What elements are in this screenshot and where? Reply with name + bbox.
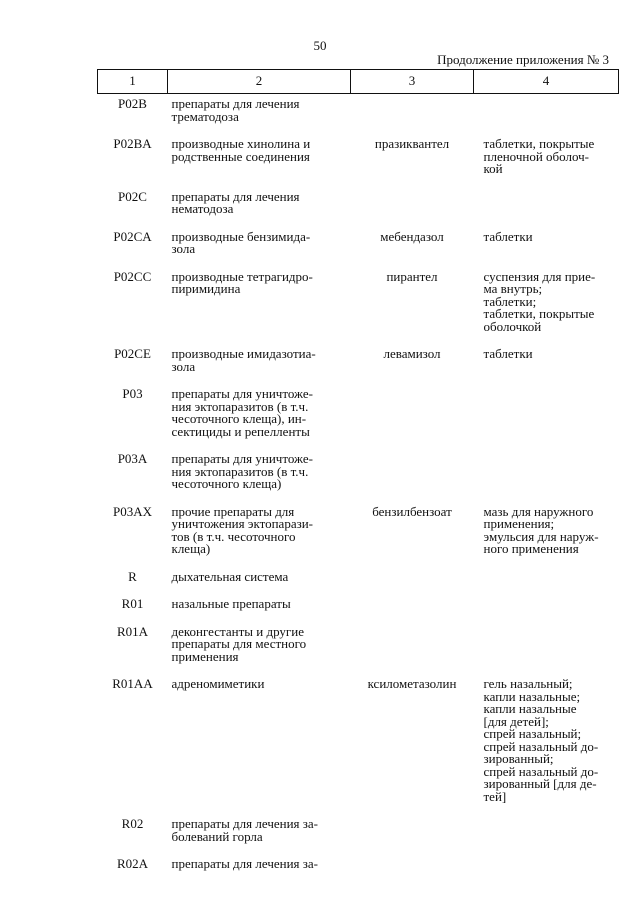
dosage-form-cell	[474, 449, 619, 502]
atc-code-cell: P02CE	[114, 346, 151, 361]
classification-cell	[168, 187, 351, 227]
classification-cell	[168, 814, 351, 854]
column-header: 2	[168, 70, 351, 94]
classification-cell	[168, 594, 351, 622]
table-row	[98, 187, 619, 227]
dosage-form-line: пленочной оболоч-	[483, 148, 589, 164]
dosage-form-line: спрей назальный до-	[483, 763, 599, 779]
classification-cell	[168, 449, 351, 502]
drug-name-cell	[351, 622, 474, 675]
classification-cell	[168, 384, 351, 449]
classification-line: пиримидина	[171, 281, 241, 296]
classification-line: зола	[171, 241, 196, 256]
dosage-form-cell	[474, 567, 619, 595]
classification-line: производные хинолина и	[171, 136, 311, 151]
classification-line: адреномиметики	[171, 676, 265, 691]
dosage-form-cell	[474, 674, 619, 814]
dosage-form-line: тей]	[483, 788, 507, 804]
column-header: 1	[98, 70, 168, 94]
classification-line: деконгестанты и другие	[171, 623, 304, 639]
atc-code-cell: R01A	[116, 623, 149, 639]
dosage-form-line: [для детей];	[483, 713, 549, 729]
classification-line: клеща)	[171, 541, 211, 556]
dosage-form-line: таблетки;	[483, 293, 537, 309]
classification-line: дыхательная система	[171, 568, 289, 584]
drug-name-cell: ксилометазолин	[367, 676, 457, 691]
classification-line: препараты для лечения	[171, 188, 300, 204]
table-row	[98, 502, 619, 567]
classification-line: производные имидазотиа-	[171, 346, 316, 361]
classification-line: производные тетрагидро-	[171, 268, 313, 284]
atc-code-cell: R	[128, 568, 137, 584]
classification-line: зола	[171, 358, 196, 374]
dosage-form-line: капли назальные;	[483, 688, 581, 704]
dosage-form-line: ма внутрь;	[483, 281, 543, 296]
classification-cell	[168, 344, 351, 384]
classification-line: прочие препараты для	[171, 503, 295, 519]
classification-line: нематодоза	[171, 201, 234, 216]
table-row	[98, 814, 619, 854]
atc-code-cell: P02B	[118, 96, 147, 111]
drug-classification-table	[97, 69, 619, 882]
drug-name-cell	[351, 187, 474, 227]
dosage-form-line: спрей назальный;	[483, 726, 582, 741]
dosage-form-line: таблетки, покрытые	[483, 136, 595, 151]
dosage-form-cell	[474, 94, 619, 135]
dosage-form-cell	[474, 594, 619, 622]
drug-name-cell	[351, 814, 474, 854]
drug-name-cell	[351, 384, 474, 449]
dosage-form-line: кой	[483, 161, 503, 176]
classification-cell	[168, 567, 351, 595]
dosage-form-line: таблетки	[483, 346, 533, 361]
classification-cell	[168, 622, 351, 675]
drug-name-cell	[351, 449, 474, 502]
classification-line: ния эктопаразитов (в т.ч.	[171, 398, 309, 414]
drug-name-cell: левамизол	[383, 346, 441, 361]
table-row	[98, 384, 619, 449]
classification-cell	[168, 674, 351, 814]
classification-line: препараты для уничтоже-	[171, 451, 313, 466]
dosage-form-line: таблетки, покрытые	[483, 306, 595, 321]
classification-line: препараты для лечения	[171, 96, 300, 111]
dosage-form-cell	[474, 622, 619, 675]
table-row	[98, 594, 619, 622]
dosage-form-line: спрей назальный до-	[483, 738, 599, 754]
classification-line: препараты для лечения за-	[171, 856, 319, 871]
drug-name-cell	[351, 94, 474, 135]
column-header: 4	[474, 70, 619, 94]
classification-line: чесоточного клеща)	[171, 476, 282, 491]
table-row	[98, 344, 619, 384]
dosage-form-line: эмульсия для наруж-	[483, 528, 599, 544]
table-row	[98, 622, 619, 675]
dosage-form-line: мазь для наружного	[483, 503, 594, 519]
dosage-form-line: зированный;	[483, 751, 554, 766]
dosage-form-line: оболочкой	[483, 318, 542, 334]
drug-name-cell: бензилбензоат	[372, 503, 452, 519]
atc-code-cell: P03AX	[112, 503, 152, 519]
classification-line: препараты для лечения за-	[171, 816, 319, 831]
classification-cell	[168, 267, 351, 345]
table-body	[98, 94, 619, 882]
atc-code-cell: P02C	[118, 188, 147, 204]
atc-code-cell: R01	[121, 596, 144, 611]
classification-line: применения	[171, 648, 239, 664]
classification-line: препараты для уничтоже-	[171, 386, 313, 401]
dosage-form-line: капли назальные	[483, 701, 577, 716]
dosage-form-cell	[474, 344, 619, 384]
dosage-form-cell	[474, 267, 619, 345]
table-row	[98, 567, 619, 595]
dosage-form-line: суспензия для прие-	[483, 268, 596, 284]
dosage-form-cell	[474, 502, 619, 567]
drug-name-cell	[351, 854, 474, 882]
classification-line: трематодоза	[171, 108, 239, 124]
dosage-form-cell	[474, 227, 619, 267]
classification-line: родственные соединения	[171, 148, 310, 164]
drug-name-cell	[351, 567, 474, 595]
classification-line: уничтожения эктопарази-	[171, 516, 314, 531]
continuation-note: Продолжение приложения № 3	[437, 52, 609, 67]
atc-code-cell: R02	[121, 816, 144, 831]
dosage-form-line: гель назальный;	[483, 676, 573, 691]
table-row	[98, 449, 619, 502]
classification-cell	[168, 94, 351, 135]
dosage-form-line: зированный [для де-	[483, 776, 597, 791]
atc-code-cell: P02CA	[113, 228, 152, 244]
classification-line: производные бензимида-	[171, 228, 311, 244]
table-row	[98, 267, 619, 345]
dosage-form-cell	[474, 854, 619, 882]
atc-code-cell: R01AA	[112, 676, 153, 691]
dosage-form-line: таблетки	[483, 228, 533, 244]
classification-line: препараты для местного	[171, 636, 307, 651]
atc-code-cell: P03A	[117, 451, 148, 466]
classification-line: ния эктопаразитов (в т.ч.	[171, 463, 309, 479]
dosage-form-cell	[474, 134, 619, 187]
dosage-form-line: ного применения	[483, 541, 579, 556]
drug-name-cell: празиквантел	[374, 136, 450, 151]
dosage-form-cell	[474, 814, 619, 854]
table-row	[98, 674, 619, 814]
atc-code-cell: P02CC	[113, 268, 152, 284]
table-header-row	[98, 70, 619, 94]
classification-cell	[168, 854, 351, 882]
classification-line: тов (в т.ч. чесоточного	[171, 528, 296, 544]
atc-code-cell: P03	[122, 386, 143, 401]
table-row	[98, 94, 619, 135]
table-row	[98, 227, 619, 267]
classification-cell	[168, 502, 351, 567]
dosage-form-cell	[474, 384, 619, 449]
dosage-form-cell	[474, 187, 619, 227]
classification-line: болеваний горла	[171, 828, 263, 844]
table-row	[98, 134, 619, 187]
drug-name-cell: пирантел	[386, 268, 438, 284]
column-header: 3	[351, 70, 474, 94]
atc-code-cell: R02A	[116, 856, 149, 871]
classification-cell	[168, 134, 351, 187]
drug-name-cell	[351, 594, 474, 622]
classification-line: сектициды и репелленты	[171, 423, 310, 439]
drug-name-cell: мебендазол	[380, 228, 444, 244]
dosage-form-line: применения;	[483, 516, 555, 531]
classification-line: назальные препараты	[171, 596, 291, 611]
classification-cell	[168, 227, 351, 267]
page-number: 50	[313, 38, 327, 53]
classification-line: чесоточного клеща), ин-	[171, 411, 307, 426]
atc-code-cell: P02BA	[113, 136, 152, 151]
table-row	[98, 854, 619, 882]
